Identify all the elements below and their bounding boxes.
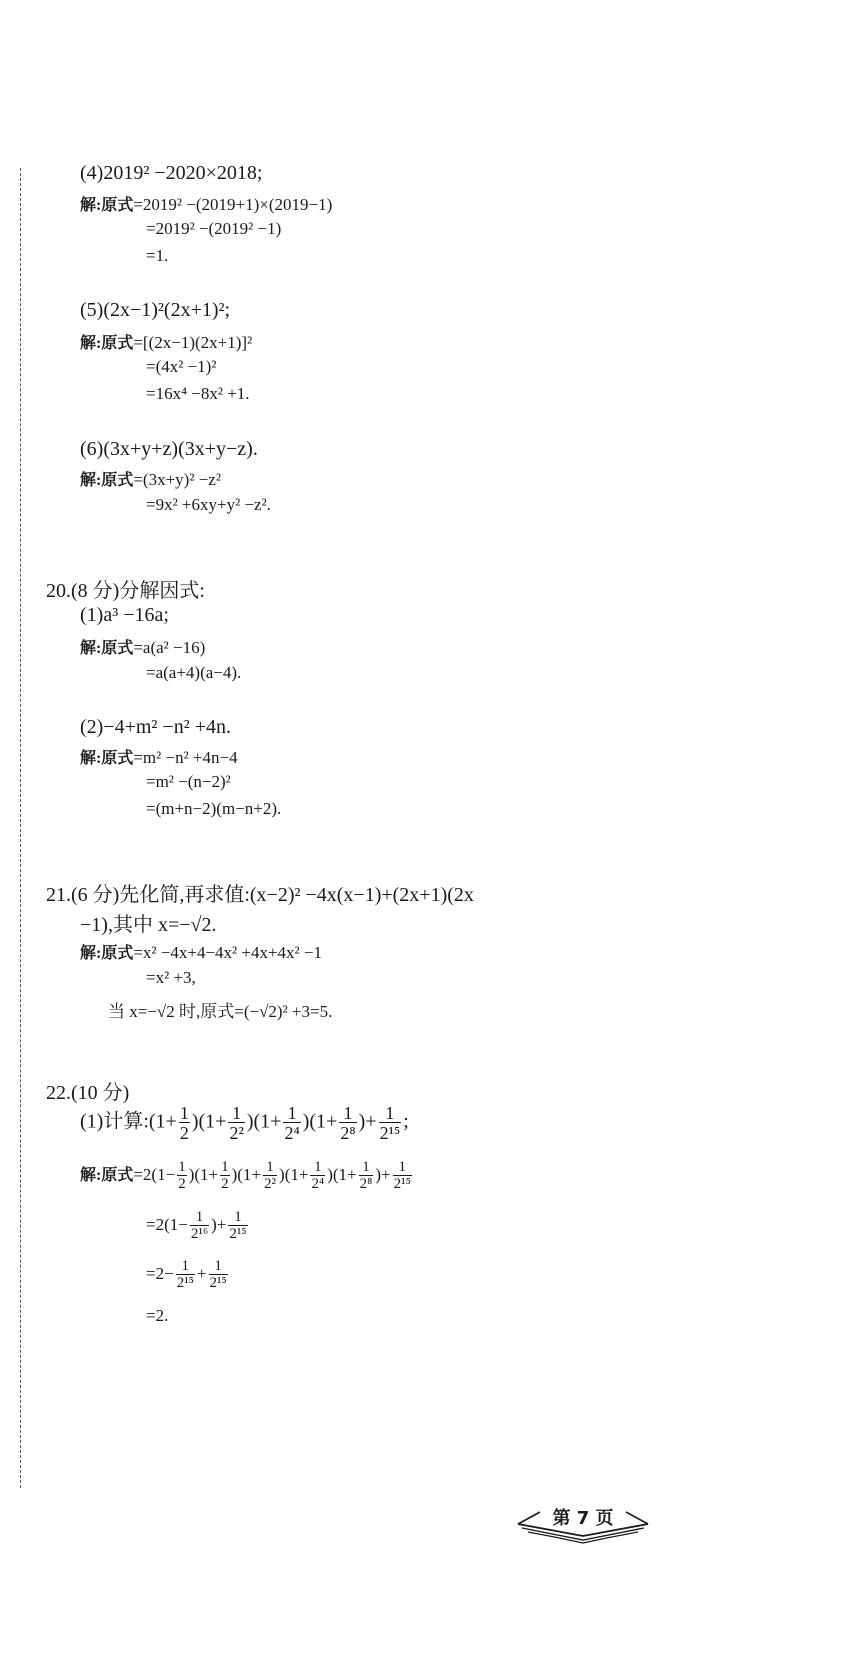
fraction: $\frac{1}{\text{2²}}$	[229, 1103, 244, 1143]
solution-label: 解:原式	[80, 945, 134, 962]
fraction: $\frac{1}{\text{2¹⁵}}$	[229, 1209, 247, 1242]
step: =a(a² −16)	[133, 638, 206, 657]
step: =2(1− $\frac{1}{\text{2¹⁶}}$ )+ $\frac{1}{\text{2¹⁵}}$	[146, 1209, 247, 1242]
fraction: $\frac{1}{\text{2⁴}}$	[284, 1103, 300, 1143]
step: =(3x+y)² −z²	[133, 470, 221, 489]
problem-19-6: (6)(3x+y+z)(3x+y−z).	[80, 438, 258, 460]
step: =9x² +6xy+y² −z².	[146, 495, 271, 514]
question-20-heading: 20.(8 分)分解因式:	[46, 580, 205, 602]
question-21-heading-cont: −1),其中 x=−√2.	[80, 914, 217, 936]
solution-line	[80, 192, 332, 215]
page-number: 第 7 页	[552, 1508, 614, 1529]
fraction: $\frac{1}{\text{2⁸}}$	[340, 1103, 356, 1143]
solution-line	[80, 745, 238, 768]
problem-20-2: (2)−4+m² −n² +4n.	[80, 716, 231, 738]
fraction: $\frac{1}{\text{2¹⁶}}$	[190, 1209, 209, 1242]
problem-22-1: (1)计算:(1+ $\frac{1}{2}$ )(1+ $\frac{1}{\text{2²}}$ )(1+ $\frac{1}{\text{2⁴}}$ )(1+ $\frac{1}{\text{2⁸}}$ )+ $\frac{1}{\text{2¹⁵}}$ ;	[80, 1103, 409, 1143]
solution-label: 解:原式	[80, 640, 134, 657]
solution-line	[80, 635, 205, 658]
solution-line	[80, 330, 252, 353]
solution-line	[80, 467, 221, 490]
step: =m² −(n−2)²	[146, 772, 231, 791]
problem-20-1: (1)a³ −16a;	[80, 604, 169, 626]
solution-label: 解:原式	[80, 197, 134, 214]
page-number-banner	[516, 1500, 650, 1544]
fraction: $\frac{1}{\text{2²}}$	[264, 1159, 277, 1192]
fraction: $\frac{1}{\text{2¹⁵}}$	[209, 1258, 227, 1291]
step: =2− $\frac{1}{\text{2¹⁵}}$ + $\frac{1}{\text{2¹⁵}}$	[146, 1258, 227, 1291]
step: =[(2x−1)(2x+1)]²	[133, 333, 253, 352]
solution-label: 解:原式	[80, 472, 134, 489]
solution-label: 解:原式	[80, 1166, 134, 1184]
fraction: $\frac{1}{\text{2¹⁵}}$	[379, 1103, 401, 1143]
fraction: $\frac{1}{\text{2¹⁵}}$	[393, 1159, 411, 1192]
step: =x² +3,	[146, 968, 196, 987]
question-21-heading: 21.(6 分)先化简,再求值:(x−2)² −4x(x−1)+(2x+1)(2x	[46, 884, 474, 906]
fraction: $\frac{1}{2}$	[178, 1159, 186, 1192]
fraction: $\frac{1}{2}$	[179, 1103, 189, 1143]
fraction: $\frac{1}{\text{2⁴}}$	[311, 1159, 325, 1192]
fraction: $\frac{1}{\text{2¹⁵}}$	[176, 1258, 194, 1291]
step: =2019² −(2019+1)×(2019−1)	[133, 195, 333, 214]
step: =16x⁴ −8x² +1.	[146, 384, 250, 403]
solution-line: 解:原式=2(1− $\frac{1}{2}$ )(1+ $\frac{1}{2}$ )(1+ $\frac{1}{\text{2²}}$ )(1+ $\frac{1}{\text{2⁴}}$ )(1+ $\frac{1}{\text{2⁸}}$ )+ $\frac{1}{\text{2¹⁵}}$	[80, 1159, 411, 1192]
solution-label: 解:原式	[80, 750, 134, 767]
step: =a(a+4)(a−4).	[146, 663, 242, 682]
step: =(4x² −1)²	[146, 357, 217, 376]
step: =1.	[146, 246, 169, 265]
problem-19-5: (5)(2x−1)²(2x+1)²;	[80, 299, 231, 321]
problem-19-4: (4)2019² −2020×2018;	[80, 162, 263, 184]
step: =2019² −(2019² −1)	[146, 219, 282, 238]
solution-label: 解:原式	[80, 335, 134, 352]
step: =m² −n² +4n−4	[133, 748, 238, 767]
binding-dashed-line	[20, 168, 21, 1488]
question-22-heading: 22.(10 分)	[46, 1082, 130, 1104]
step: =x² −4x+4−4x² +4x+4x² −1	[133, 943, 322, 962]
step: =(m+n−2)(m−n+2).	[146, 799, 282, 818]
step: =2.	[146, 1306, 169, 1325]
evaluation-line: 当 x=−√2 时,原式=(−√2)² +3=5.	[108, 1002, 333, 1021]
fraction: $\frac{1}{\text{2⁸}}$	[359, 1159, 373, 1192]
fraction: $\frac{1}{2}$	[221, 1159, 229, 1192]
solution-line	[80, 940, 322, 963]
